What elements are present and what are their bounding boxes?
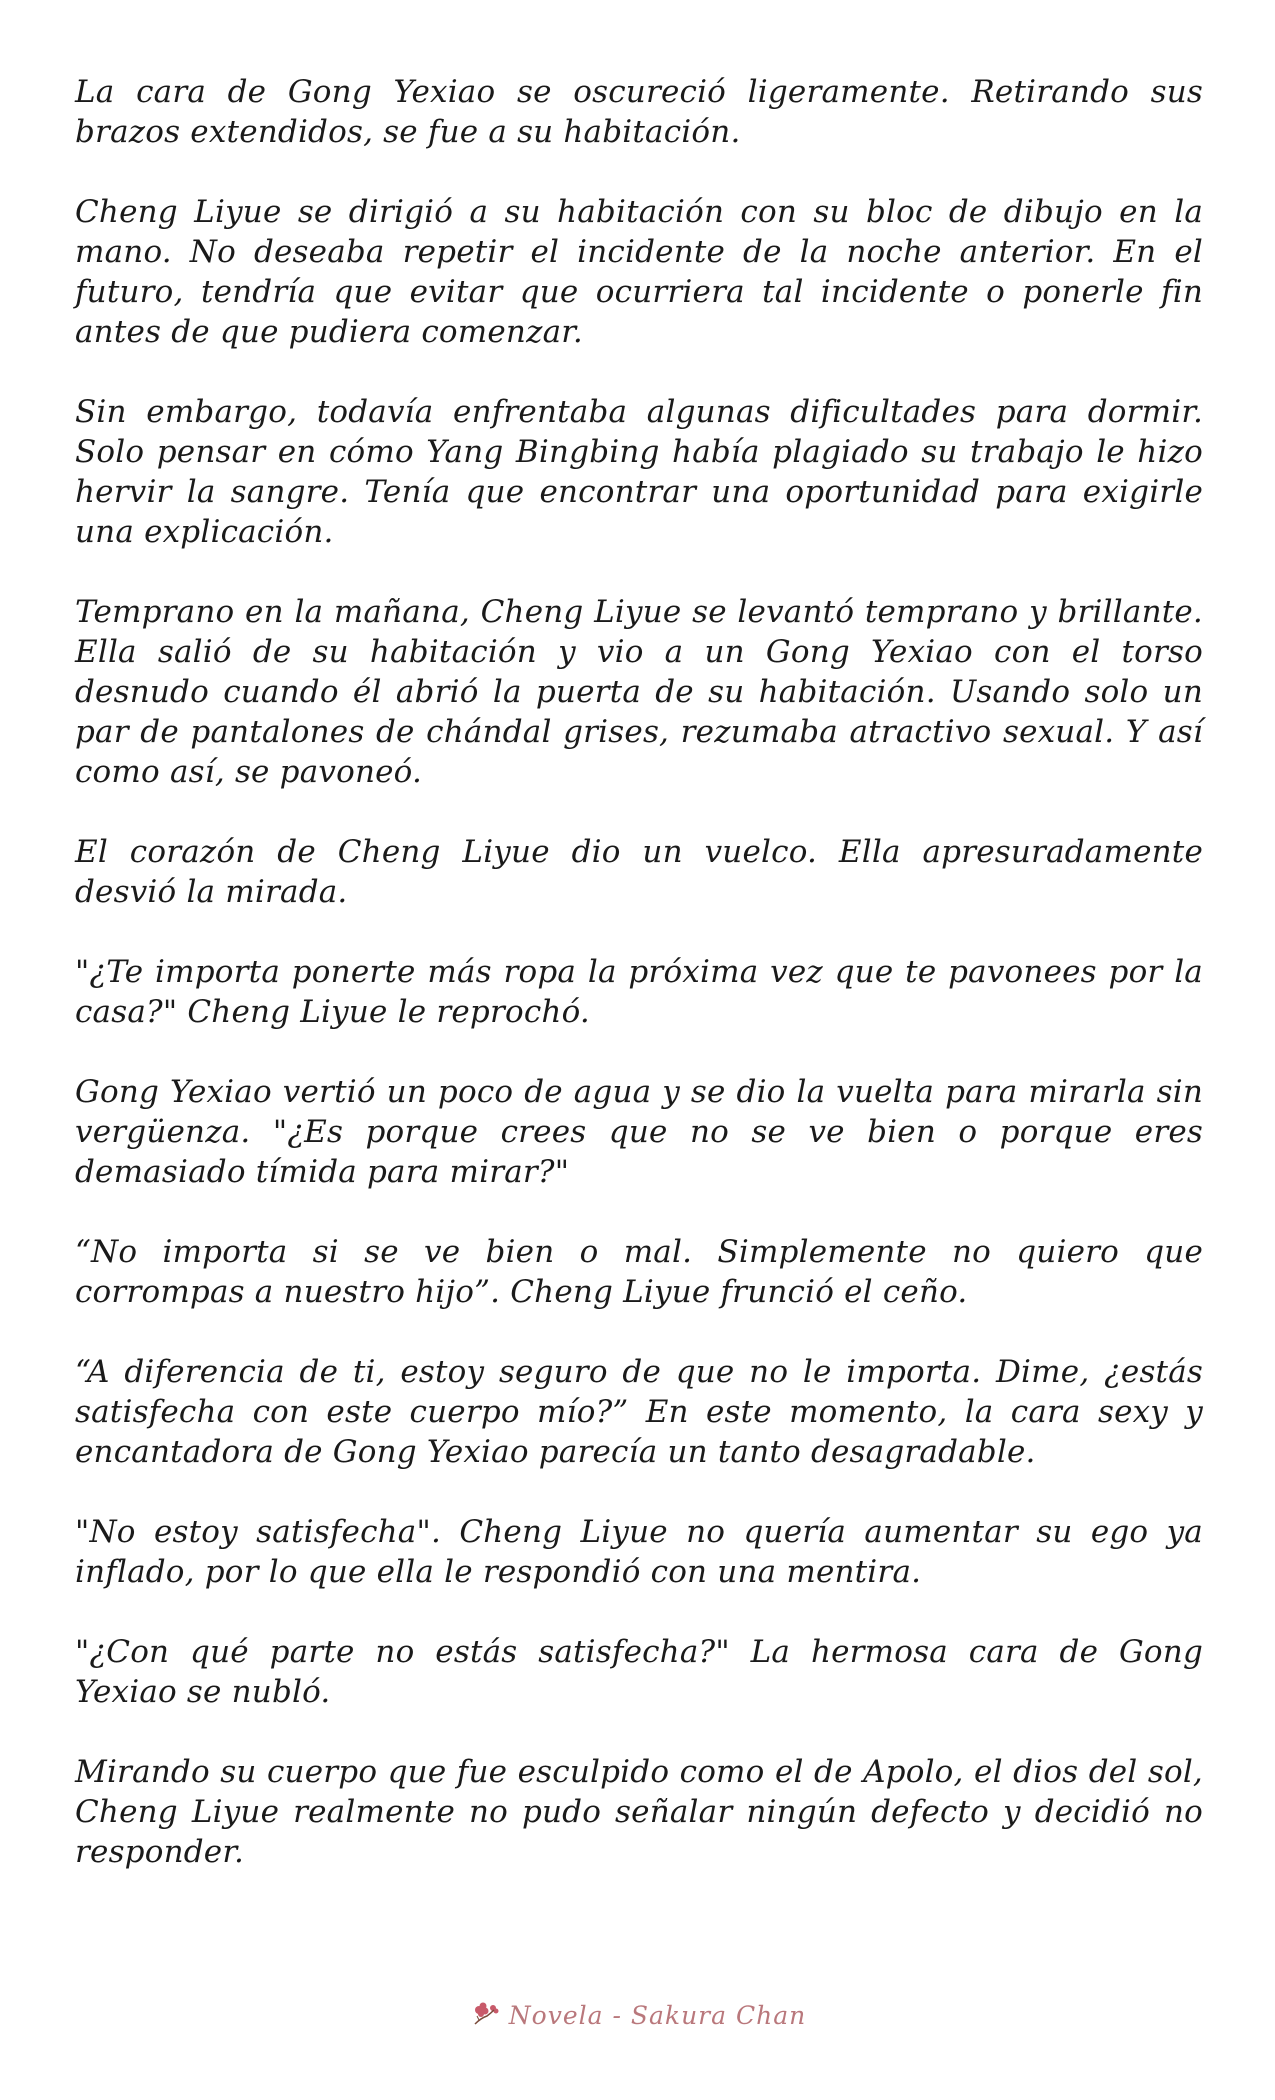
footer-label: Novela - Sakura Chan [508,2000,807,2030]
paragraph: “No importa si se ve bien o mal. Simplemente no quiero que corrompas a nuestro hijo”. Cheng Liyue frunció el ceño. [75,1234,1203,1310]
paragraph: Cheng Liyue se dirigió a su habitación con su bloc de dibujo en la mano. No deseaba repetir el incidente de la noche anterior. En el futuro, tendría que evitar que ocurriera tal incidente o ponerle fin antes de que pudiera comenzar. [75,194,1203,350]
paragraph: "No estoy satisfecha". Cheng Liyue no quería aumentar su ego ya inflado, por lo que ella le respondió con una mentira. [75,1514,1203,1590]
footer-watermark [0,1990,1275,2040]
story-text [75,72,1203,1912]
paragraph: La cara de Gong Yexiao se oscureció ligeramente. Retirando sus brazos extendidos, se fue a su habitación. [75,74,1203,150]
paragraph: "¿Con qué parte no estás satisfecha?" La hermosa cara de Gong Yexiao se nubló. [75,1634,1203,1710]
sakura-blossom-icon [469,1998,503,2032]
paragraph: Gong Yexiao vertió un poco de agua y se dio la vuelta para mirarla sin vergüenza. "¿Es porque crees que no se ve bien o porque eres demasiado tímida para mirar?" [75,1074,1203,1190]
paragraph: “A diferencia de ti, estoy seguro de que no le importa. Dime, ¿estás satisfecha con este cuerpo mío?” En este momento, la cara sexy y encantadora de Gong Yexiao parecía un tanto desagradable. [75,1354,1203,1470]
paragraph: "¿Te importa ponerte más ropa la próxima vez que te pavonees por la casa?" Cheng Liyue le reprochó. [75,954,1203,1030]
paragraph: El corazón de Cheng Liyue dio un vuelco. Ella apresuradamente desvió la mirada. [75,834,1203,910]
paragraph: Mirando su cuerpo que fue esculpido como el de Apolo, el dios del sol, Cheng Liyue realmente no pudo señalar ningún defecto y decidió no responder. [75,1754,1203,1870]
paragraph: Temprano en la mañana, Cheng Liyue se levantó temprano y brillante. Ella salió de su habitación y vio a un Gong Yexiao con el torso desnudo cuando él abrió la puerta de su habitación. Usando solo un par de pantalones de chándal grises, rezumaba atractivo sexual. Y así como así, se pavoneó. [75,594,1203,790]
paragraph: Sin embargo, todavía enfrentaba algunas dificultades para dormir. Solo pensar en cómo Yang Bingbing había plagiado su trabajo le hizo hervir la sangre. Tenía que encontrar una oportunidad para exigirle una explicación. [75,394,1203,550]
